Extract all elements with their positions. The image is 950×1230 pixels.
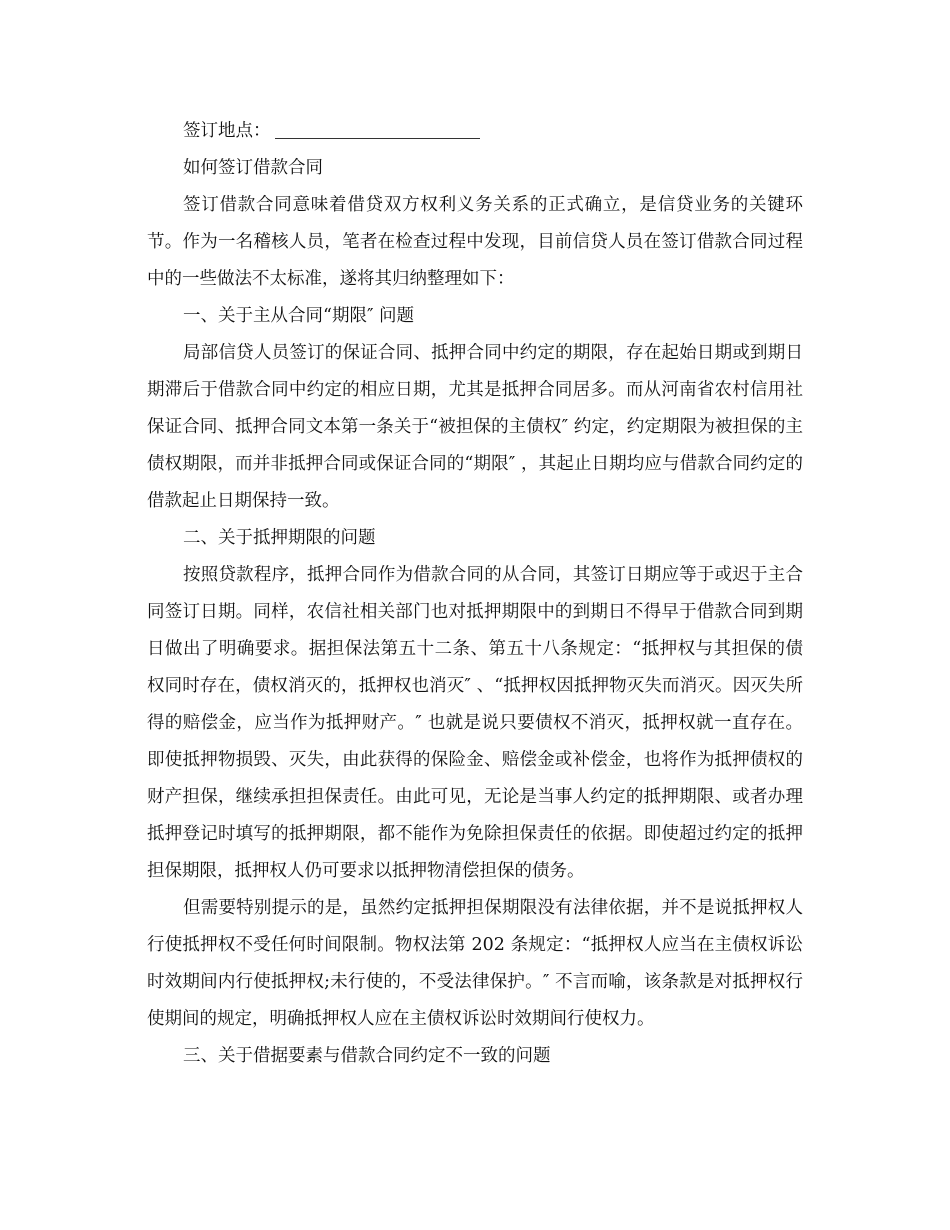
paragraph-section-1: 局部信贷人员签订的保证合同、抵押合同中约定的期限，存在起始日期或到期日期滞后于借款合同中约定的相应日期，尤其是抵押合同居多。而从河南省农村信用社保证合同、抵押合同文本第一条关于“被担保的主债权″ 约定，约定期限为被担保的主债权期限，而并非抵押合同或保证合同的“期限″ ，其起止日期均应与借款合同约定的借款起止日期保持一致。	[147, 343, 803, 511]
sign-place-line	[147, 113, 803, 150]
sign-place-blank	[275, 120, 480, 139]
document-page	[147, 113, 803, 1075]
section-heading-1: 一、关于主从合同“期限″ 问题	[183, 306, 415, 326]
paragraph-section-2: 按照贷款程序，抵押合同作为借款合同的从合同，其签订日期应等于或迟于主合同签订日期。同样，农信社相关部门也对抵押期限中的到期日不得早于借款合同到期日做出了明确要求。据担保法第五十二条、第五十八条规定：“抵押权与其担保的债权同时存在，债权消灭的，抵押权也消灭″ 、“抵押权因抵押物灭失而消灭。因灭失所得的赔偿金，应当作为抵押财产。″ 也就是说只要债权不消灭，抵押权就一直存在。即使抵押物损毁、灭失，由此获得的保险金、赔偿金或补偿金，也将作为抵押债权的财产担保，继续承担担保责任。由此可见，无论是当事人约定的抵押期限、或者办理抵押登记时填写的抵押期限，都不能作为免除担保责任的依据。即使超过约定的抵押担保期限，抵押权人仍可要求以抵押物清偿担保的债务。	[147, 565, 803, 881]
section-heading-3: 三、关于借据要素与借款合同约定不一致的问题	[183, 1046, 551, 1066]
sign-place-label: 签订地点：	[183, 121, 271, 141]
paragraph-section-2-note: 但需要特别提示的是，虽然约定抵押担保期限没有法律依据，并不是说抵押权人行使抵押权不受任何时间限制。物权法第 202 条规定：“抵押权人应当在主债权诉讼时效期间内行使抵押权;未行使的，不受法律保护。″ 不言而喻，该条款是对抵押权行使期间的规定，明确抵押权人应在主债权诉讼时效期间行使权力。	[147, 898, 803, 1029]
paragraph-intro: 签订借款合同意味着借贷双方权利义务关系的正式确立，是信贷业务的关键环节。作为一名稽核人员，笔者在检查过程中发现，目前信贷人员在签订借款合同过程中的一些做法不太标准，遂将其归纳整理如下：	[147, 195, 803, 289]
document-title: 如何签订借款合同	[183, 158, 323, 178]
section-heading-2: 二、关于抵押期限的问题	[183, 528, 376, 548]
